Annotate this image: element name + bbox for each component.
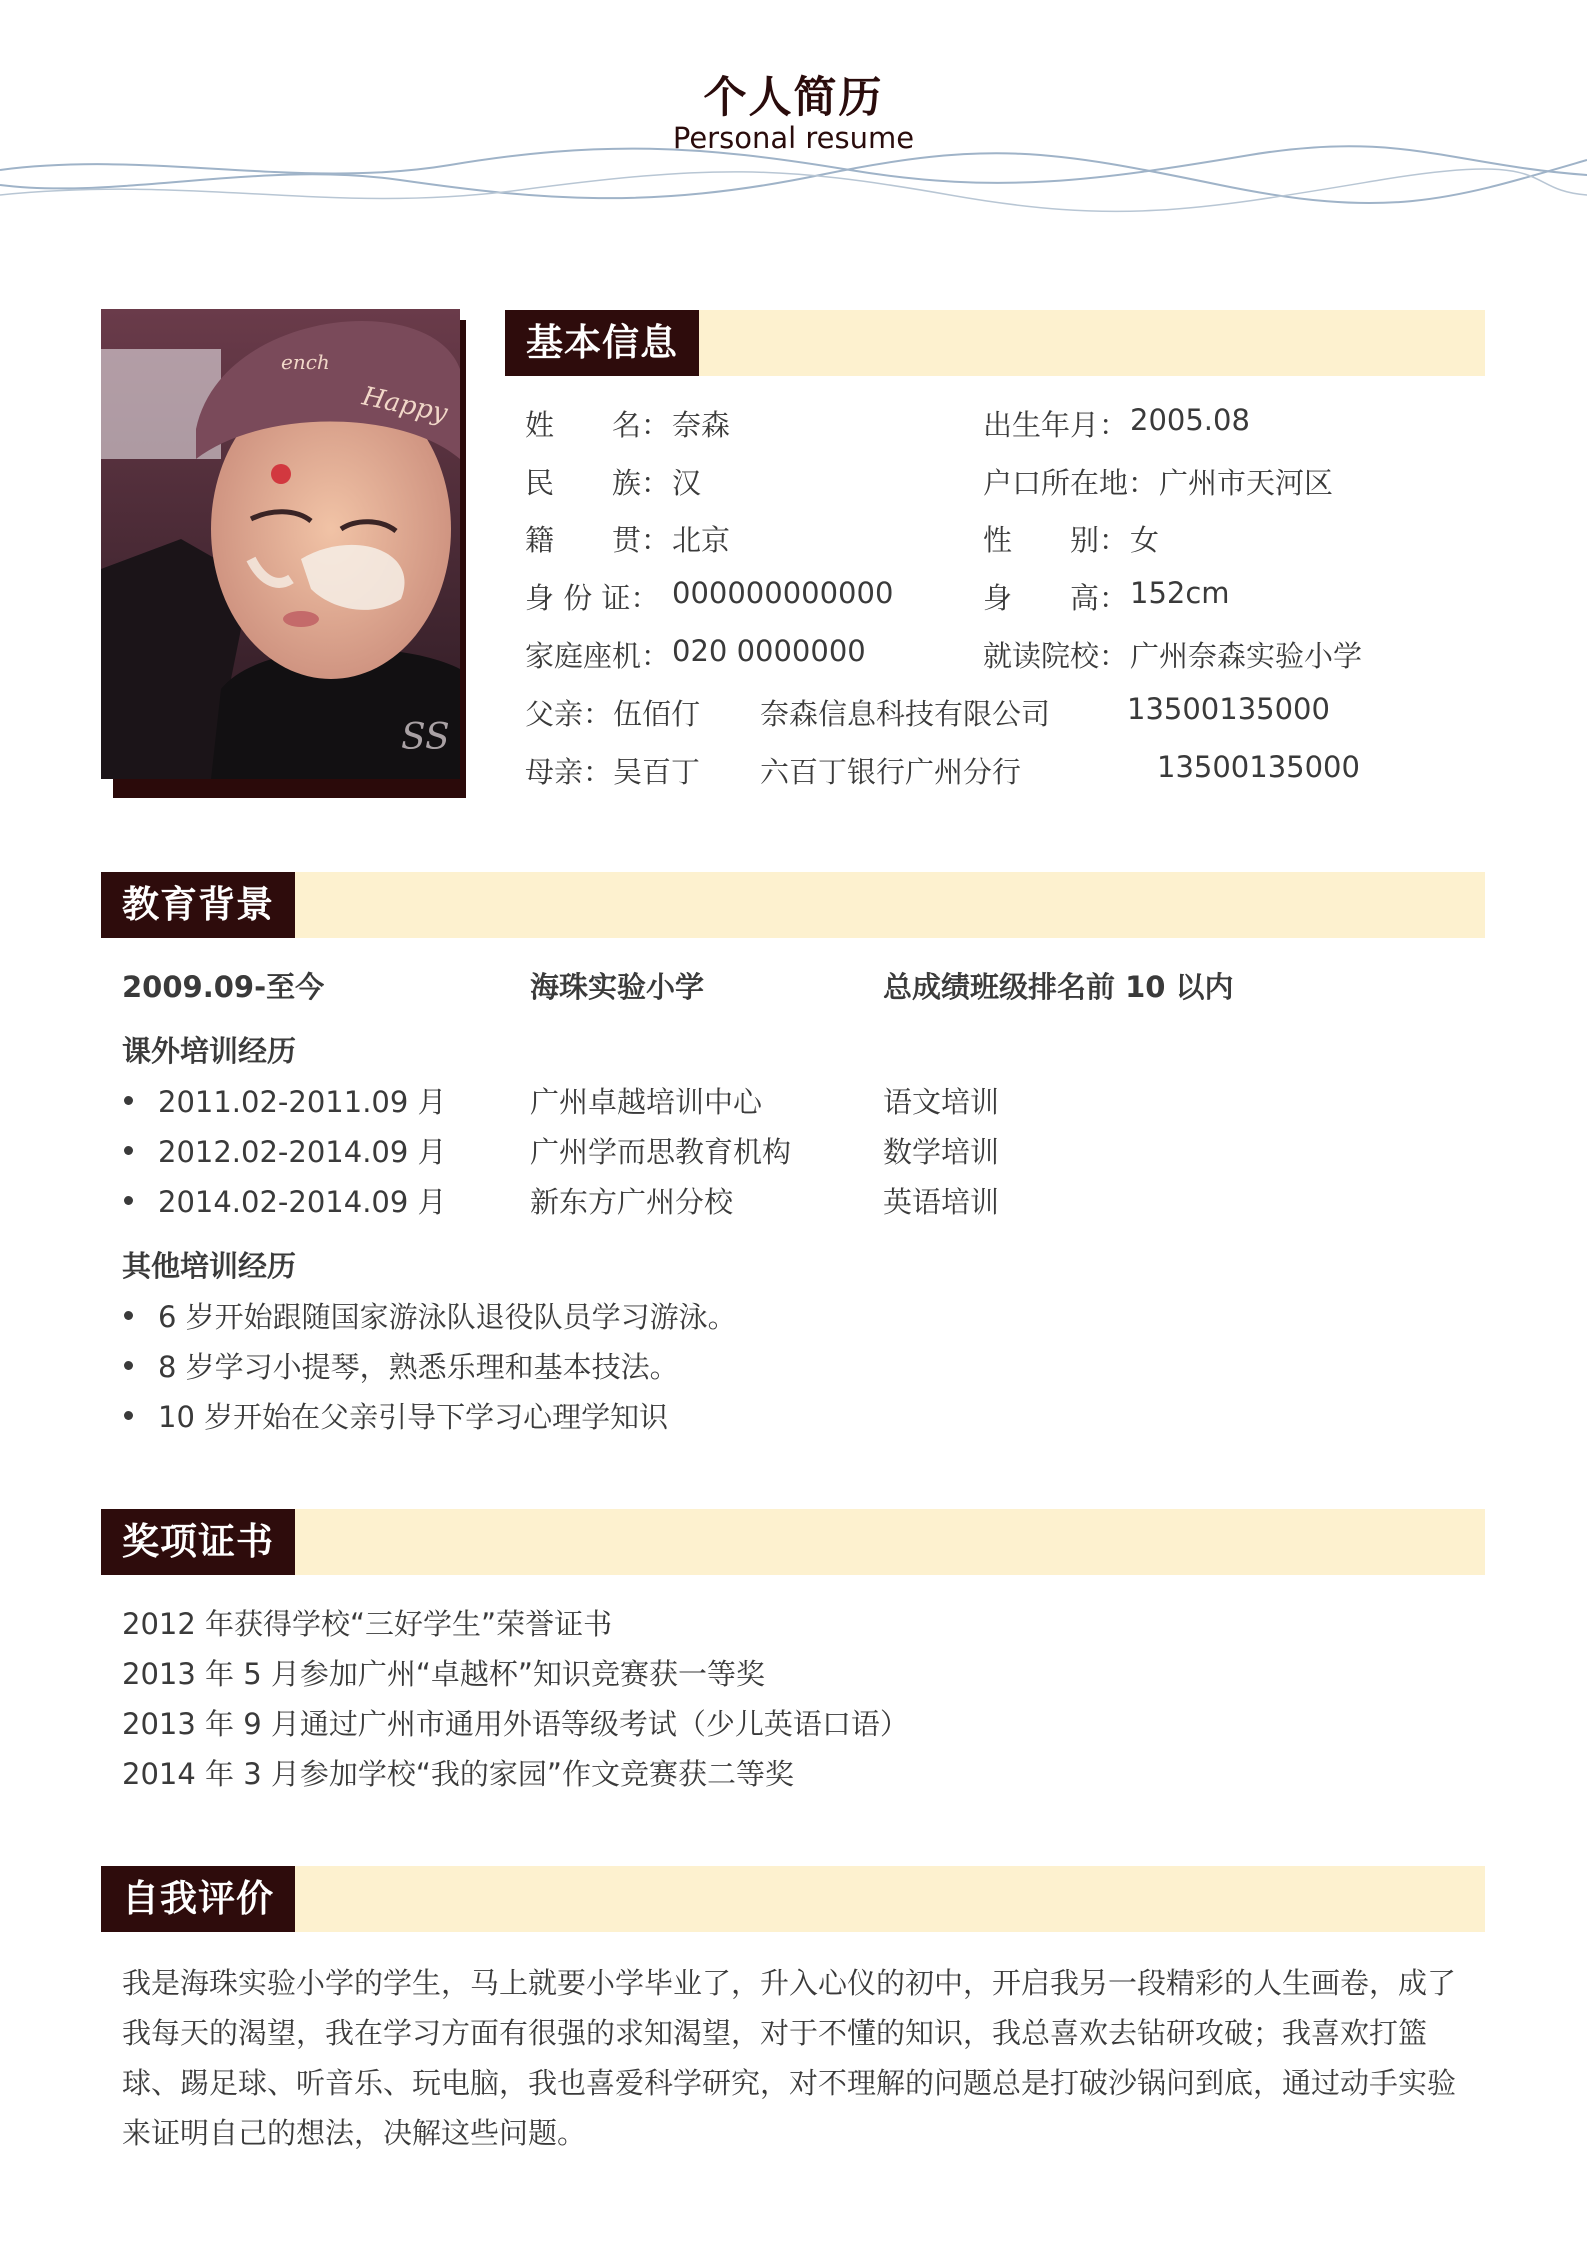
gender-label: 性 别： [983, 523, 1129, 557]
birth-value: 2005.08 [1130, 403, 1250, 437]
svg-text:Happy: Happy [359, 381, 451, 429]
page-subtitle: Personal resume [672, 121, 915, 155]
basic-info-title: 基本信息 [505, 310, 699, 376]
school-label: 就读院校： [983, 639, 1129, 673]
wave-decoration [0, 140, 1587, 230]
extra-org: 新东方广州分校 [530, 1185, 734, 1219]
hukou-label: 户口所在地： [983, 466, 1158, 500]
awards-band [101, 1509, 1485, 1575]
father-label: 父亲： [525, 697, 613, 731]
bullet [124, 1361, 133, 1370]
mother-company: 六百丁银行广州分行 [760, 755, 1022, 789]
bullet [124, 1311, 133, 1320]
extra-period: 2011.02-2011.09 月 [158, 1085, 447, 1119]
bullet [124, 1096, 133, 1105]
birth-label: 出生年月： [983, 408, 1129, 442]
origin-value: 北京 [672, 523, 731, 557]
height-value: 152cm [1130, 576, 1230, 610]
self-eval-band [101, 1866, 1485, 1932]
mother-name: 吴百丁 [613, 755, 701, 789]
extra-training-title: 课外培训经历 [122, 1034, 297, 1068]
page-title: 个人简历 [703, 73, 884, 123]
photo-watermark: SS [401, 717, 450, 758]
edu-period: 2009.09-至今 [122, 970, 325, 1004]
self-eval-title: 自我评价 [101, 1866, 295, 1932]
profile-photo [101, 309, 460, 779]
school-value: 广州奈森实验小学 [1130, 639, 1363, 673]
award-item: 2012 年获得学校“三好学生”荣誉证书 [122, 1607, 613, 1641]
hukou-value: 广州市天河区 [1159, 466, 1334, 500]
other-item: 6 岁开始跟随国家游泳队退役队员学习游泳。 [158, 1300, 737, 1334]
mother-label: 母亲： [525, 755, 613, 789]
extra-org: 广州卓越培训中心 [530, 1085, 763, 1119]
edu-rank: 总成绩班级排名前 10 以内 [883, 970, 1234, 1004]
bullet [124, 1196, 133, 1205]
father-phone: 13500135000 [1127, 692, 1330, 726]
extra-period: 2014.02-2014.09 月 [158, 1185, 447, 1219]
self-eval-text: 我是海珠实验小学的学生，马上就要小学毕业了，升入心仪的初中，开启我另一段精彩的人生画卷，成了我每天的渴望，我在学习方面有很强的求知渴望，对于不懂的知识，我总喜欢去钻研攻破；我喜欢打篮球、踢足球、听音乐、玩电脑，我也喜爱科学研究，对不理解的问题总是打破沙锅问到底，通过动手实验来证明自己的想法，决解这些问题。 [122, 1966, 1457, 2150]
award-item: 2013 年 9 月通过广州市通用外语等级考试（少儿英语口语） [122, 1707, 909, 1741]
father-company: 奈森信息科技有限公司 [760, 697, 1051, 731]
award-item: 2014 年 3 月参加学校“我的家园”作文竞赛获二等奖 [122, 1757, 794, 1791]
origin-label: 籍 贯： [525, 523, 671, 557]
ethnicity-value: 汉 [672, 466, 702, 500]
other-training-title: 其他培训经历 [122, 1249, 297, 1283]
extra-subject: 英语培训 [883, 1185, 1000, 1219]
extra-org: 广州学而思教育机构 [530, 1135, 792, 1169]
education-title: 教育背景 [101, 872, 295, 938]
bullet [124, 1146, 133, 1155]
gender-value: 女 [1130, 523, 1160, 557]
other-item: 8 岁学习小提琴，熟悉乐理和基本技法。 [158, 1350, 679, 1384]
name-label: 姓 名： [525, 408, 671, 442]
phone-value: 020 0000000 [672, 634, 866, 668]
other-item: 10 岁开始在父亲引导下学习心理学知识 [158, 1400, 669, 1434]
name-value: 奈森 [672, 408, 731, 442]
phone-label: 家庭座机： [525, 639, 671, 673]
ethnicity-label: 民 族： [525, 466, 671, 500]
award-item: 2013 年 5 月参加广州“卓越杯”知识竞赛获一等奖 [122, 1657, 765, 1691]
bullet [124, 1411, 133, 1420]
id-label: 身 份 证： [525, 581, 660, 615]
father-name: 伍佰仃 [613, 697, 701, 731]
education-band [101, 872, 1485, 938]
awards-title: 奖项证书 [101, 1509, 295, 1575]
extra-subject: 语文培训 [883, 1085, 1000, 1119]
edu-school: 海珠实验小学 [530, 970, 705, 1004]
extra-period: 2012.02-2014.09 月 [158, 1135, 447, 1169]
mother-phone: 13500135000 [1157, 750, 1360, 784]
height-label: 身 高： [983, 581, 1129, 615]
svg-text:ench: ench [281, 350, 330, 374]
extra-subject: 数学培训 [883, 1135, 1000, 1169]
id-value: 000000000000 [672, 576, 894, 610]
